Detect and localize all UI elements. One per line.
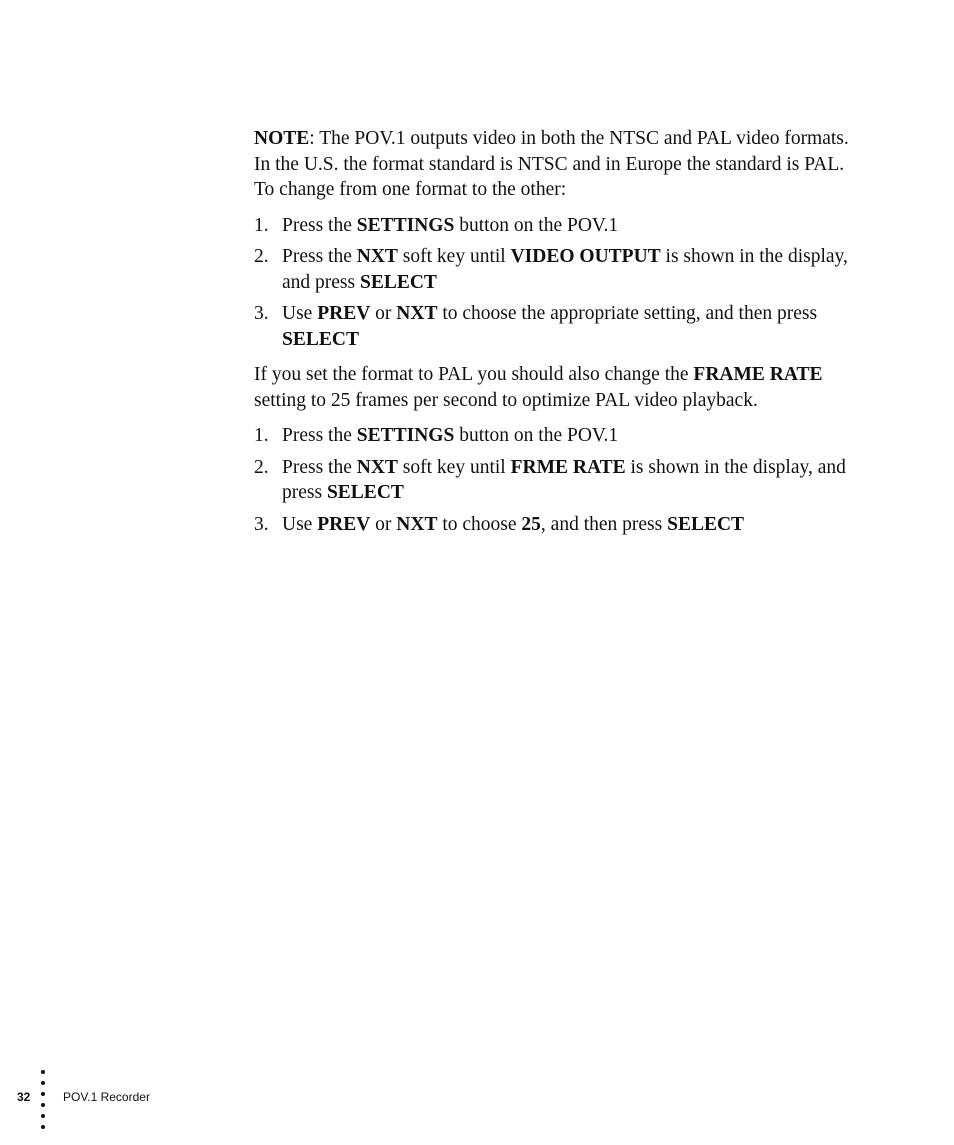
list-item	[254, 512, 860, 538]
dot	[41, 1070, 45, 1074]
step-keyword: SELECT	[326, 482, 404, 503]
frame-rate-steps-list	[254, 423, 860, 537]
step-keyword: VIDEO OUTPUT	[510, 246, 661, 267]
list-item	[254, 301, 860, 352]
pal-keyword: FRAME RATE	[693, 364, 823, 385]
list-item	[254, 423, 860, 449]
dot	[41, 1114, 45, 1118]
document-title: POV.1 Recorder	[63, 1090, 150, 1104]
page-number: 32	[17, 1090, 31, 1104]
dot	[41, 1092, 45, 1096]
step-text: to choose	[437, 513, 522, 535]
step-text: soft key until	[397, 246, 511, 267]
step-text: button on the POV.1	[454, 214, 619, 236]
list-item	[254, 455, 860, 506]
step-text: Press the	[282, 425, 357, 446]
step-number: 3.	[254, 513, 269, 535]
format-steps-list	[254, 213, 860, 353]
note-paragraph	[254, 126, 860, 203]
pal-paragraph	[254, 362, 860, 413]
step-keyword: SELECT	[282, 328, 359, 350]
step-text: is shown in the display, and press	[282, 456, 846, 503]
step-number: 1.	[254, 214, 269, 236]
step-text: , and then press	[540, 513, 668, 535]
note-label: NOTE	[254, 128, 310, 149]
step-text: Press the	[282, 456, 357, 478]
step-keyword: FRME RATE	[510, 456, 626, 478]
page-content	[254, 126, 860, 547]
step-number: 2.	[254, 246, 269, 267]
list-item	[254, 244, 860, 295]
step-keyword: PREV	[317, 303, 371, 324]
step-text: Use	[282, 513, 318, 535]
step-keyword: NXT	[356, 246, 398, 267]
step-text: to choose the appropriate setting, and then press	[437, 303, 818, 324]
pal-text: If you set the format to PAL you should also change the	[254, 364, 694, 385]
step-number: 3.	[254, 303, 269, 324]
step-keyword: NXT	[396, 513, 438, 535]
step-text: soft key until	[397, 456, 511, 478]
step-keyword: NXT	[396, 303, 438, 324]
page-footer	[0, 1066, 954, 1136]
step-text: Press the	[282, 246, 357, 267]
step-keyword: SELECT	[359, 271, 437, 293]
dot	[41, 1081, 45, 1085]
step-text: button on the POV.1	[454, 425, 619, 446]
step-text: Use	[282, 303, 318, 324]
step-text: or	[370, 513, 397, 535]
step-number: 2.	[254, 456, 269, 478]
step-keyword: PREV	[317, 513, 371, 535]
step-number: 1.	[254, 425, 269, 446]
pal-text: setting to 25 frames per second to optimize PAL video playback.	[254, 389, 758, 411]
step-text: Press the	[282, 214, 357, 236]
step-text: or	[370, 303, 397, 324]
dot	[41, 1125, 45, 1129]
step-text: is shown in the display, and press	[282, 246, 848, 293]
step-keyword: SETTINGS	[356, 425, 455, 446]
step-keyword: NXT	[356, 456, 398, 478]
list-item	[254, 213, 860, 239]
note-text: : The POV.1 outputs video in both the NTSC and PAL video formats. In the U.S. the format standard is NTSC and in Europe the standard is PAL. To change from one format to the other:	[254, 128, 849, 200]
dot	[41, 1103, 45, 1107]
step-keyword: 25	[521, 513, 541, 535]
step-keyword: SELECT	[667, 513, 745, 535]
step-keyword: SETTINGS	[356, 214, 455, 236]
